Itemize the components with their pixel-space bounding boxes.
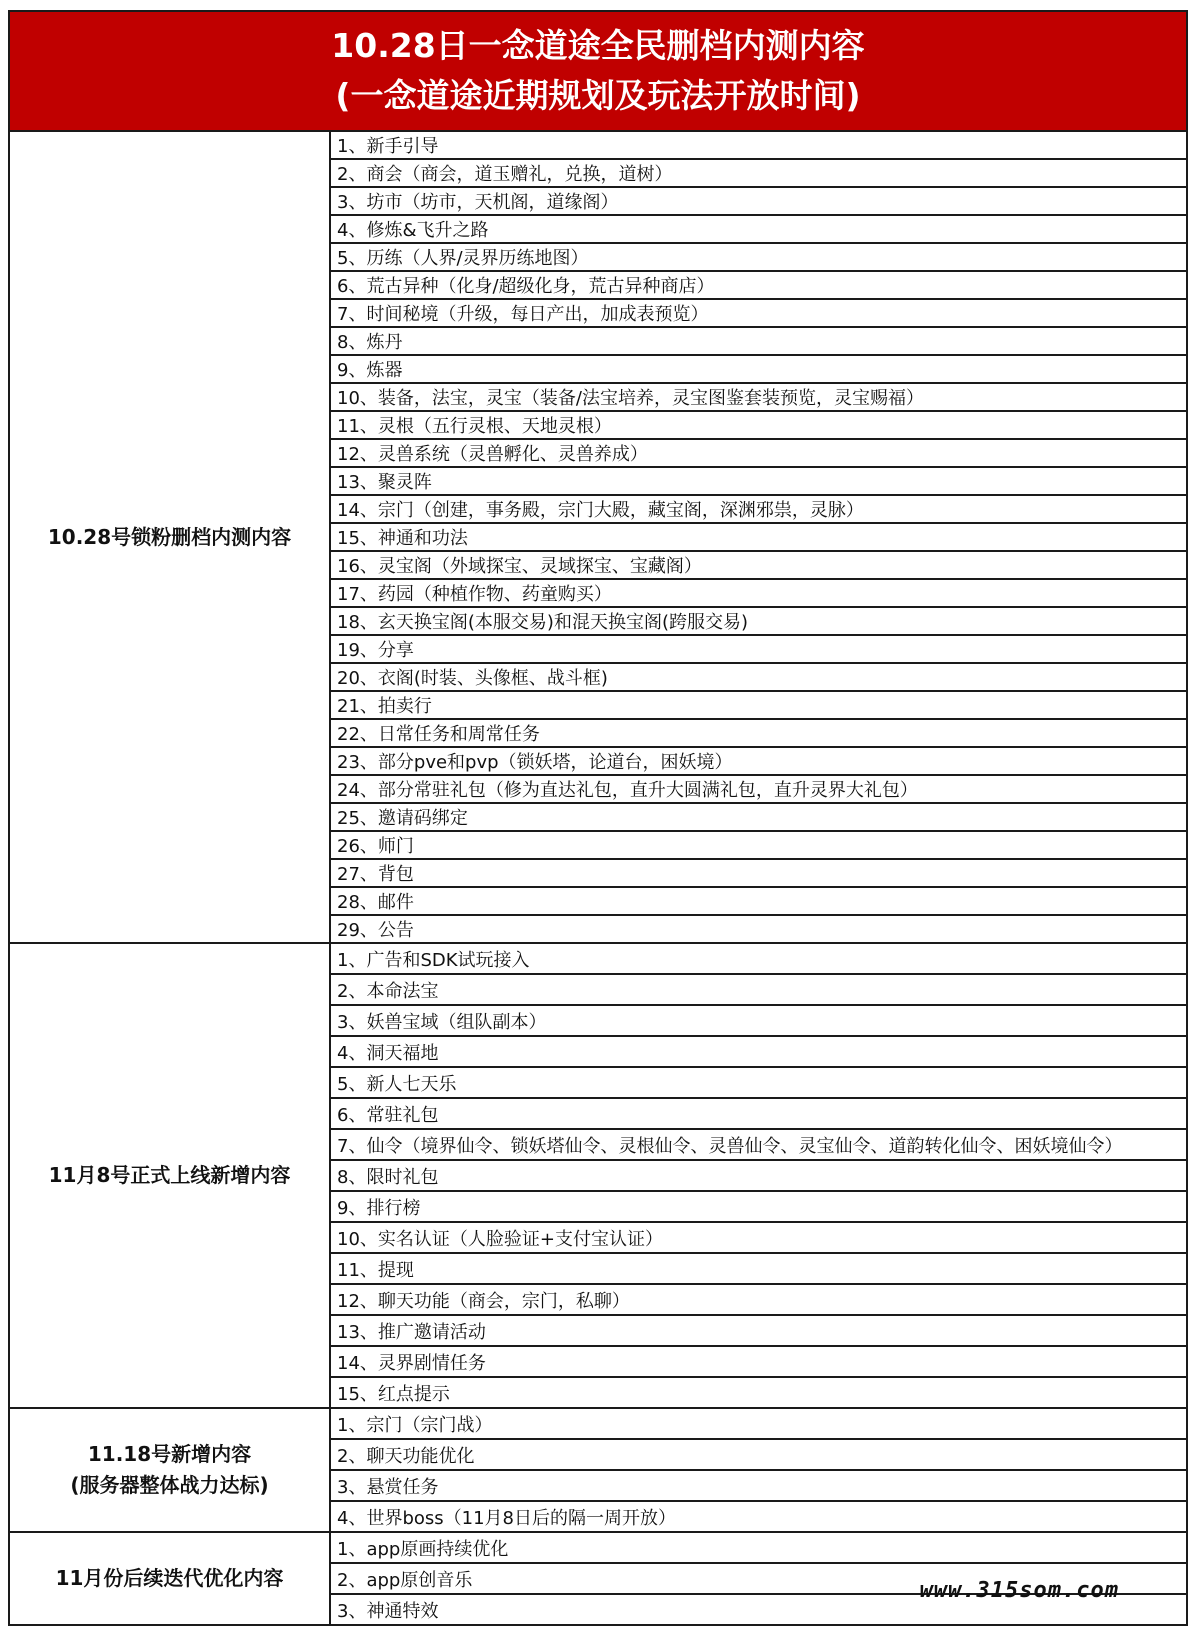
list-item: 12、聊天功能（商会，宗门，私聊）: [331, 1285, 1188, 1316]
list-item: 26、师门: [331, 832, 1188, 860]
list-item: 28、邮件: [331, 888, 1188, 916]
list-item: 16、灵宝阁（外域探宝、灵域探宝、宝藏阁）: [331, 552, 1188, 580]
list-item: 1、广告和SDK试玩接入: [331, 944, 1188, 975]
list-item: 3、坊市（坊市，天机阁，道缘阁）: [331, 188, 1188, 216]
section-label-line: 11月份后续迭代优化内容: [55, 1566, 284, 1590]
section-label-line: (服务器整体战力达标): [70, 1473, 269, 1497]
list-item: 29、公告: [331, 916, 1188, 944]
list-item: 4、修炼&飞升之路: [331, 216, 1188, 244]
list-item: 8、炼丹: [331, 328, 1188, 356]
section-3: [8, 1409, 1188, 1533]
title-line-2: (一念道途近期规划及玩法开放时间): [335, 76, 861, 115]
list-item: 22、日常任务和周常任务: [331, 720, 1188, 748]
list-item: 4、世界boss（11月8日后的隔一周开放）: [331, 1502, 1188, 1533]
list-item: 14、宗门（创建，事务殿，宗门大殿，藏宝阁，深渊邪祟，灵脉）: [331, 496, 1188, 524]
list-item: 6、常驻礼包: [331, 1099, 1188, 1130]
section-label-line: 10.28号锁粉删档内测内容: [47, 524, 292, 549]
list-item: 19、分享: [331, 636, 1188, 664]
table-title: [8, 10, 1188, 132]
list-item: 1、新手引导: [331, 132, 1188, 160]
list-item: 4、洞天福地: [331, 1037, 1188, 1068]
list-item: 8、限时礼包: [331, 1161, 1188, 1192]
watermark: www.315som.com: [919, 1578, 1119, 1603]
list-item: 11、灵根（五行灵根、天地灵根）: [331, 412, 1188, 440]
plan-table: [8, 10, 1188, 1626]
list-item: 3、神通特效: [331, 1595, 1188, 1626]
list-item: 10、装备，法宝，灵宝（装备/法宝培养，灵宝图鉴套装预览，灵宝赐福）: [331, 384, 1188, 412]
section-1: [8, 132, 1188, 944]
list-item: 20、衣阁(时装、头像框、战斗框): [331, 664, 1188, 692]
list-item: 9、炼器: [331, 356, 1188, 384]
list-item: 21、拍卖行: [331, 692, 1188, 720]
list-item: 15、红点提示: [331, 1378, 1188, 1409]
list-item: 6、荒古异种（化身/超级化身，荒古异种商店）: [331, 272, 1188, 300]
section-label-line: 11月8号正式上线新增内容: [48, 1163, 291, 1187]
list-item: 9、排行榜: [331, 1192, 1188, 1223]
list-item: 27、背包: [331, 860, 1188, 888]
section-label: [8, 132, 331, 944]
list-item: 2、本命法宝: [331, 975, 1188, 1006]
list-item: 2、app原创音乐: [331, 1564, 1188, 1595]
section-label: [8, 1409, 331, 1533]
list-item: 10、实名认证（人脸验证+支付宝认证）: [331, 1223, 1188, 1254]
list-item: 17、药园（种植作物、药童购买）: [331, 580, 1188, 608]
list-item: 25、邀请码绑定: [331, 804, 1188, 832]
list-item: 5、新人七天乐: [331, 1068, 1188, 1099]
section-items: [331, 132, 1188, 944]
list-item: 1、app原画持续优化: [331, 1533, 1188, 1564]
section-2: [8, 944, 1188, 1409]
list-item: 23、部分pve和pvp（锁妖塔，论道台，困妖境）: [331, 748, 1188, 776]
list-item: 2、商会（商会，道玉赠礼，兑换，道树）: [331, 160, 1188, 188]
sections-container: [8, 132, 1188, 1626]
list-item: 3、悬赏任务: [331, 1471, 1188, 1502]
list-item: 14、灵界剧情任务: [331, 1347, 1188, 1378]
section-items: [331, 1409, 1188, 1533]
title-line-1: 10.28日一念道途全民删档内测内容: [331, 26, 865, 65]
list-item: 18、玄天换宝阁(本服交易)和混天换宝阁(跨服交易): [331, 608, 1188, 636]
section-label: [8, 1533, 331, 1626]
list-item: 12、灵兽系统（灵兽孵化、灵兽养成）: [331, 440, 1188, 468]
list-item: 11、提现: [331, 1254, 1188, 1285]
list-item: 5、历练（人界/灵界历练地图）: [331, 244, 1188, 272]
list-item: 13、推广邀请活动: [331, 1316, 1188, 1347]
list-item: 3、妖兽宝域（组队副本）: [331, 1006, 1188, 1037]
list-item: 7、仙令（境界仙令、锁妖塔仙令、灵根仙令、灵兽仙令、灵宝仙令、道韵转化仙令、困妖境仙令）: [331, 1130, 1188, 1161]
list-item: 13、聚灵阵: [331, 468, 1188, 496]
section-items: [331, 944, 1188, 1409]
list-item: 2、聊天功能优化: [331, 1440, 1188, 1471]
list-item: 24、部分常驻礼包（修为直达礼包，直升大圆满礼包，直升灵界大礼包）: [331, 776, 1188, 804]
section-label-line: 11.18号新增内容: [87, 1442, 252, 1466]
section-label: [8, 944, 331, 1409]
list-item: 15、神通和功法: [331, 524, 1188, 552]
list-item: 1、宗门（宗门战）: [331, 1409, 1188, 1440]
list-item: 7、时间秘境（升级，每日产出，加成表预览）: [331, 300, 1188, 328]
